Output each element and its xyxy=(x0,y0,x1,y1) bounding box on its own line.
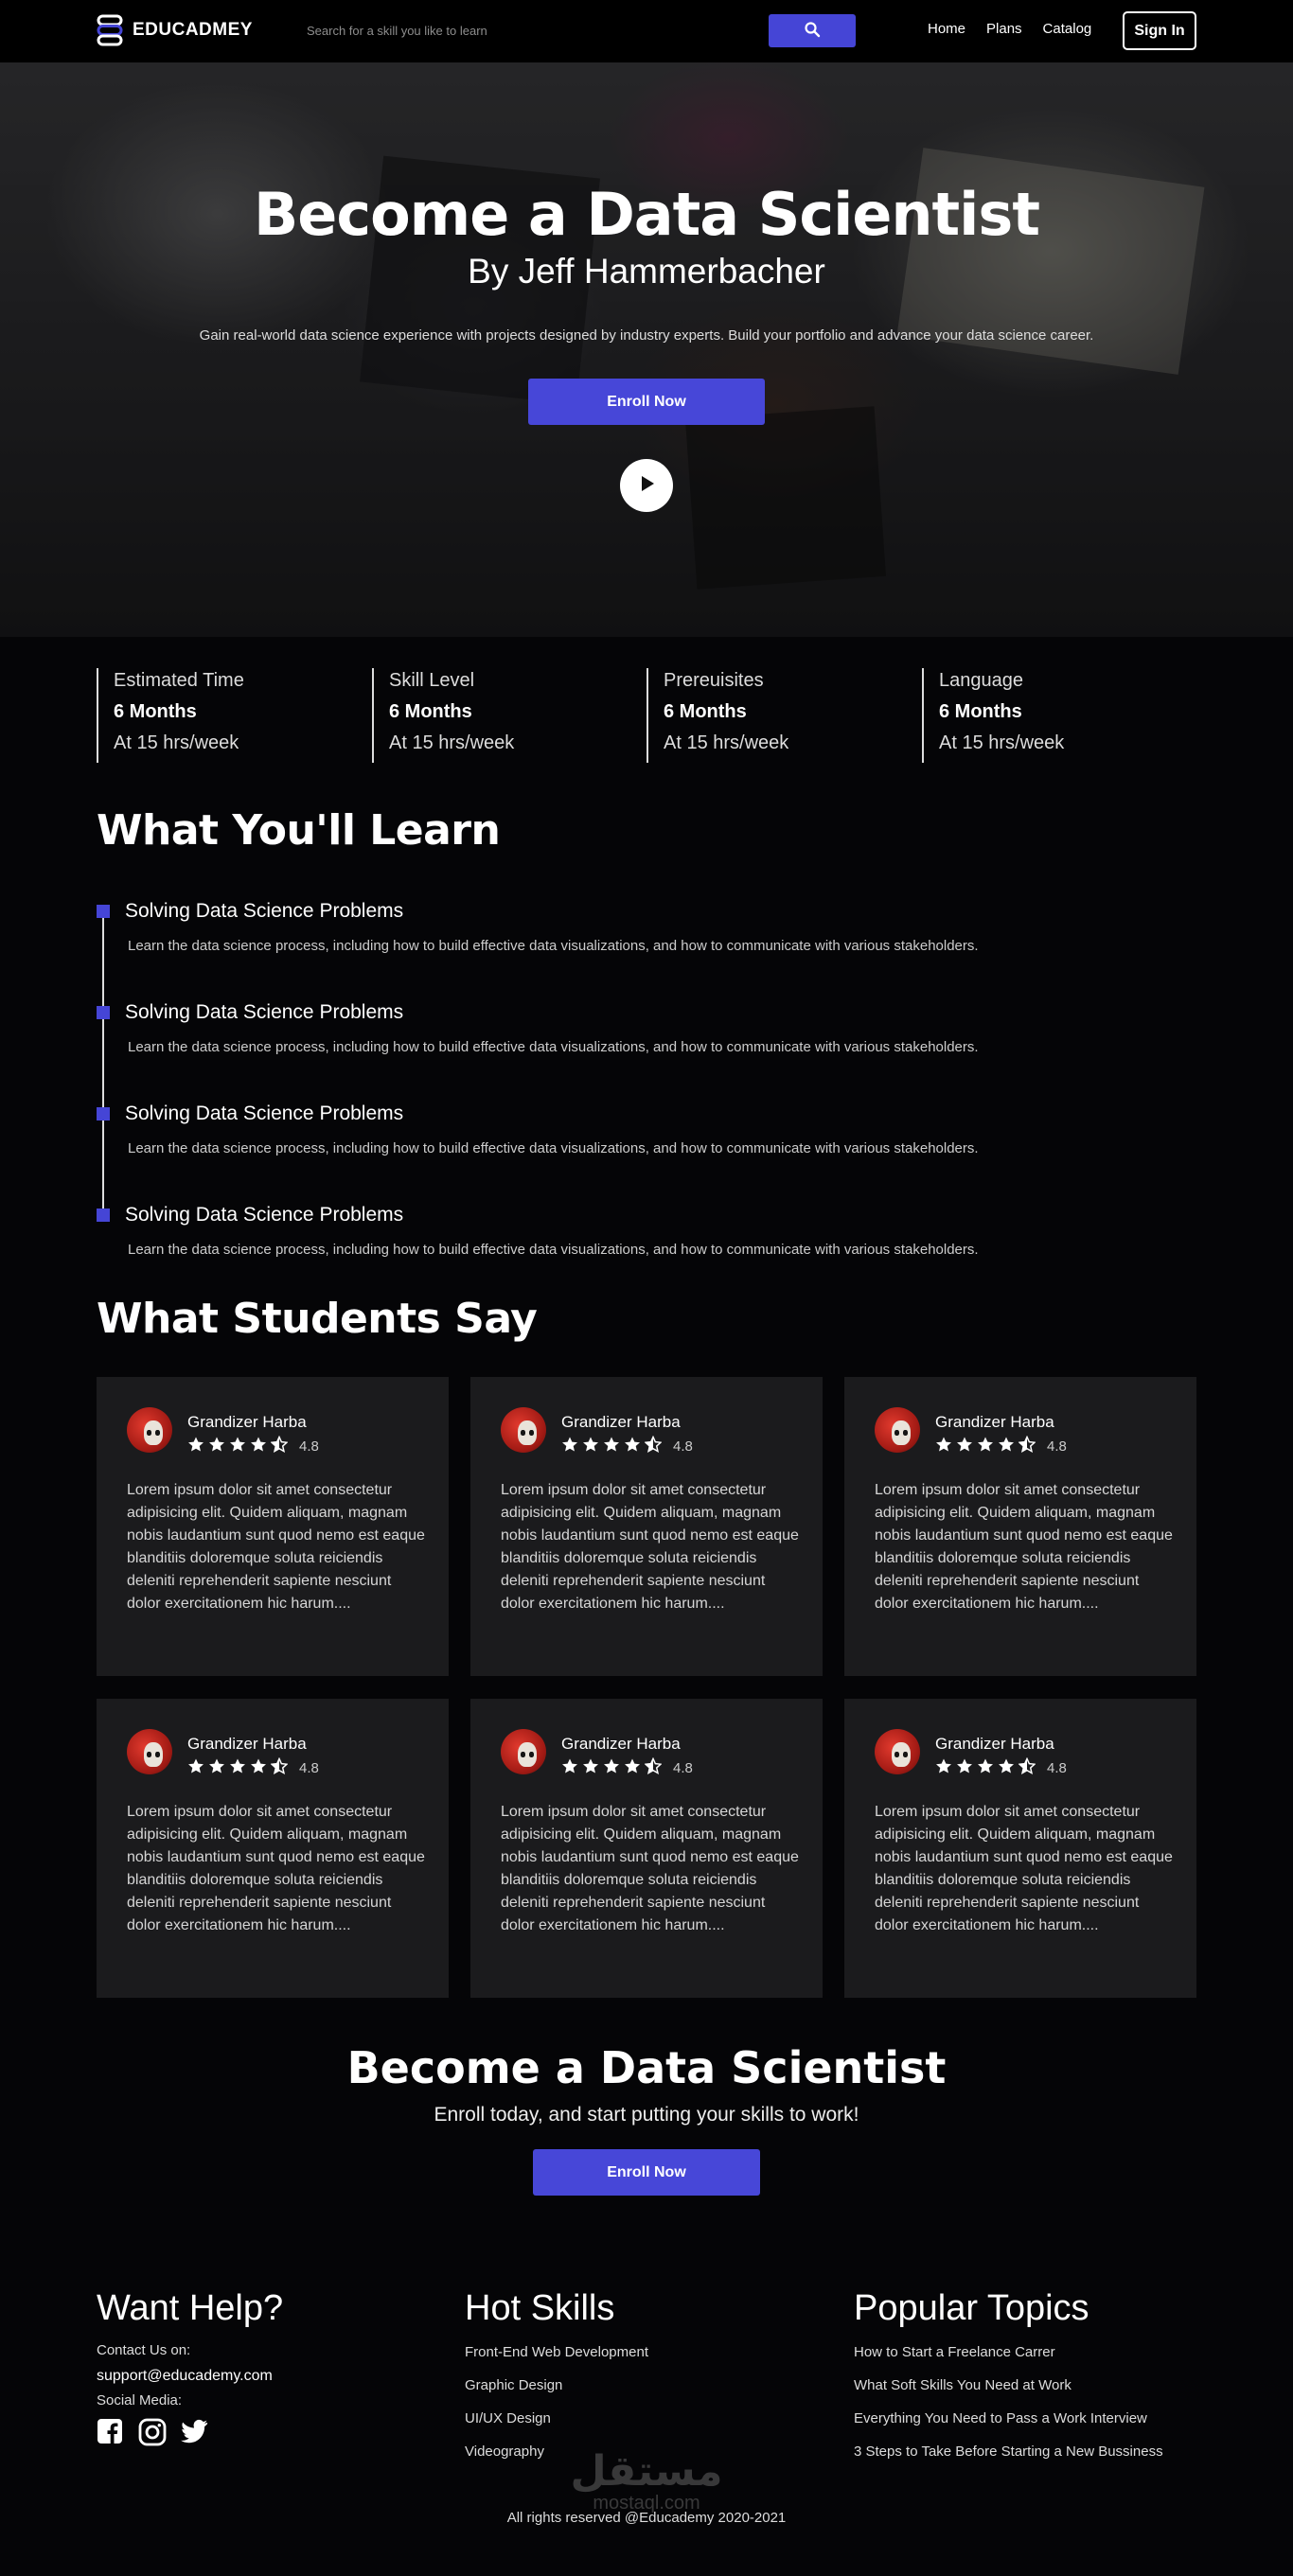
play-icon xyxy=(636,473,657,499)
review-card xyxy=(844,1377,1196,1676)
avatar-eye xyxy=(155,1752,160,1757)
star-icon xyxy=(561,1436,578,1457)
footer-topic-link[interactable]: How to Start a Freelance Carrer xyxy=(854,2344,1055,2360)
star-icon xyxy=(603,1436,620,1457)
avatar-eye xyxy=(894,1752,899,1757)
footer-topic-link[interactable]: Everything You Need to Pass a Work Interview xyxy=(854,2410,1147,2426)
nav-link-plans[interactable]: Plans xyxy=(986,21,1022,37)
half-star-icon xyxy=(1018,1436,1036,1457)
star-rating xyxy=(561,1436,693,1457)
footer-skill-link[interactable]: Videography xyxy=(465,2444,544,2460)
avatar-eye xyxy=(521,1752,525,1757)
star-rating xyxy=(561,1757,693,1779)
avatar-eye xyxy=(903,1752,908,1757)
avatar xyxy=(501,1407,546,1453)
learn-item-description: Learn the data science process, including how to build effective data visualizations, and how to communicate with various stakeholders. xyxy=(128,938,979,954)
hero-by-prefix: By xyxy=(468,252,509,291)
star-icon xyxy=(229,1436,246,1457)
nav-links xyxy=(928,21,1112,37)
stat-sub: At 15 hrs/week xyxy=(664,732,789,753)
reviewer-name: Grandizer Harba xyxy=(561,1735,681,1753)
star-icon xyxy=(624,1436,641,1457)
stat-value: 6 Months xyxy=(939,701,1022,722)
nav-link-home[interactable]: Home xyxy=(928,21,966,37)
reviewer-name: Grandizer Harba xyxy=(187,1735,307,1753)
facebook-icon[interactable] xyxy=(97,2418,125,2446)
footer-social-label: Social Media: xyxy=(97,2392,183,2408)
learn-item-description: Learn the data science process, including how to build effective data visualizations, and how to communicate with various stakeholders. xyxy=(128,1242,979,1258)
star-icon xyxy=(208,1757,225,1779)
hero-overlay xyxy=(0,62,1293,637)
review-card xyxy=(844,1699,1196,1998)
rating-value: 4.8 xyxy=(1047,1438,1067,1455)
search-input[interactable] xyxy=(297,18,759,43)
watermark-arabic: مستقل xyxy=(570,2447,723,2496)
stat-label: Estimated Time xyxy=(114,670,244,691)
footer-skills-title: Hot Skills xyxy=(465,2288,615,2328)
stat-sub: At 15 hrs/week xyxy=(114,732,239,753)
star-icon xyxy=(603,1757,620,1779)
avatar xyxy=(127,1729,172,1774)
play-video-button[interactable] xyxy=(620,459,673,512)
star-icon xyxy=(561,1757,578,1779)
star-icon xyxy=(998,1757,1015,1779)
star-icon xyxy=(187,1757,204,1779)
footer-support-email[interactable]: support@educademy.com xyxy=(97,2368,273,2384)
footer-topics-links xyxy=(854,2344,1163,2460)
watermark-latin: mostaql.com xyxy=(593,2493,700,2514)
social-icons xyxy=(97,2418,283,2446)
star-icon xyxy=(250,1757,267,1779)
stat-prerequisites xyxy=(646,668,788,763)
footer-topic-link[interactable]: 3 Steps to Take Before Starting a New Bussiness xyxy=(854,2444,1163,2460)
hero-author-line xyxy=(0,252,1293,291)
avatar xyxy=(127,1407,172,1453)
stat-skill-level xyxy=(372,668,514,763)
learn-item-description: Learn the data science process, including how to build effective data visualizations, and how to communicate with various stakeholders. xyxy=(128,1039,979,1055)
brand-logo[interactable] xyxy=(97,14,253,46)
signin-button[interactable]: Sign In xyxy=(1123,11,1196,50)
rating-value: 4.8 xyxy=(673,1760,693,1776)
watermark xyxy=(566,2447,727,2514)
star-icon xyxy=(977,1436,994,1457)
star-rating xyxy=(187,1436,319,1457)
learn-item-title: Solving Data Science Problems xyxy=(125,1204,404,1226)
search-icon xyxy=(804,21,821,41)
avatar-eye xyxy=(147,1752,151,1757)
star-icon xyxy=(582,1757,599,1779)
review-text: Lorem ipsum dolor sit amet consectetur adipisicing elit. Quidem aliquam, magnam nobis laudantium sunt quod nemo est eaque blanditiis doloremque soluta reiciendis deleniti reprehenderit sapiente nesciunt dolor exercitationem hic harum.... xyxy=(875,1804,1173,1933)
star-icon xyxy=(187,1436,204,1457)
reviewer-name: Grandizer Harba xyxy=(561,1413,681,1431)
stat-label: Skill Level xyxy=(389,670,475,691)
review-text: Lorem ipsum dolor sit amet consectetur adipisicing elit. Quidem aliquam, magnam nobis laudantium sunt quod nemo est eaque blanditiis doloremque soluta reiciendis deleniti reprehenderit sapiente nesciunt dolor exercitationem hic harum.... xyxy=(875,1482,1173,1612)
hero-section xyxy=(0,62,1293,637)
learn-item-description: Learn the data science process, including how to build effective data visualizations, and how to communicate with various stakeholders. xyxy=(128,1140,979,1156)
star-icon xyxy=(956,1436,973,1457)
avatar-eye xyxy=(903,1430,908,1436)
footer-skill-link[interactable]: Front-End Web Development xyxy=(465,2344,648,2360)
star-rating xyxy=(935,1757,1067,1779)
star-icon xyxy=(977,1757,994,1779)
hero-description: Gain real-world data science experience with projects designed by industry experts. Build your portfolio and advance your data science career. xyxy=(199,327,1094,344)
avatar-eye xyxy=(529,1752,534,1757)
hero-author-name: Jeff Hammerbacher xyxy=(518,252,825,291)
timeline-bullet xyxy=(97,1209,110,1222)
half-star-icon xyxy=(271,1436,288,1457)
reviewer-name: Grandizer Harba xyxy=(935,1735,1054,1753)
half-star-icon xyxy=(645,1436,662,1457)
learn-item-title: Solving Data Science Problems xyxy=(125,1103,404,1124)
footer-skills-links xyxy=(465,2344,648,2460)
learn-section-title: What You'll Learn xyxy=(97,806,501,855)
avatar-eye xyxy=(529,1430,534,1436)
avatar-eye xyxy=(521,1430,525,1436)
stat-label: Language xyxy=(939,670,1023,691)
nav-link-catalog[interactable]: Catalog xyxy=(1042,21,1092,37)
timeline-bullet xyxy=(97,1107,110,1120)
reviewer-name: Grandizer Harba xyxy=(187,1413,307,1431)
star-icon xyxy=(229,1757,246,1779)
star-rating xyxy=(935,1436,1067,1457)
rating-value: 4.8 xyxy=(299,1438,319,1455)
star-icon xyxy=(998,1436,1015,1457)
avatar-eye xyxy=(894,1430,899,1436)
review-card xyxy=(470,1699,823,1998)
brand-name: EDUCADMEY xyxy=(133,20,253,40)
cta-subtitle: Enroll today, and start putting your skills to work! xyxy=(434,2104,859,2126)
footer-contact-label: Contact Us on: xyxy=(97,2342,191,2358)
hero-title: Become a Data Scientist xyxy=(254,180,1039,249)
learn-item-title: Solving Data Science Problems xyxy=(125,1001,404,1023)
review-card xyxy=(97,1377,449,1676)
copyright-text: All rights reserved @Educademy 2020-2021 xyxy=(506,2510,787,2526)
footer-skill-link[interactable]: Graphic Design xyxy=(465,2377,563,2393)
rating-value: 4.8 xyxy=(1047,1760,1067,1776)
learn-item-title: Solving Data Science Problems xyxy=(125,900,404,922)
timeline-bullet xyxy=(97,1006,110,1019)
review-text: Lorem ipsum dolor sit amet consectetur adipisicing elit. Quidem aliquam, magnam nobis laudantium sunt quod nemo est eaque blanditiis doloremque soluta reiciendis deleniti reprehenderit sapiente nesciunt dolor exercitationem hic harum.... xyxy=(127,1482,425,1612)
review-card xyxy=(97,1699,449,1998)
top-navbar xyxy=(0,0,1293,62)
hero-enroll-button[interactable]: Enroll Now xyxy=(528,379,765,425)
footer-help-title: Want Help? xyxy=(97,2288,284,2328)
stat-value: 6 Months xyxy=(114,701,197,722)
half-star-icon xyxy=(271,1757,288,1779)
stat-estimated-time xyxy=(97,668,244,763)
rating-value: 4.8 xyxy=(673,1438,693,1455)
learn-timeline-line xyxy=(102,909,104,1214)
half-star-icon xyxy=(1018,1757,1036,1779)
star-icon xyxy=(208,1436,225,1457)
reviews-section-title: What Students Say xyxy=(97,1295,538,1343)
half-star-icon xyxy=(645,1757,662,1779)
avatar-eye xyxy=(155,1430,160,1436)
stat-value: 6 Months xyxy=(664,701,747,722)
search-button[interactable] xyxy=(769,14,856,47)
stat-sub: At 15 hrs/week xyxy=(939,732,1065,753)
star-rating xyxy=(187,1757,319,1779)
reviewer-name: Grandizer Harba xyxy=(935,1413,1054,1431)
footer-skill-link[interactable]: UI/UX Design xyxy=(465,2410,551,2426)
review-text: Lorem ipsum dolor sit amet consectetur adipisicing elit. Quidem aliquam, magnam nobis laudantium sunt quod nemo est eaque blanditiis doloremque soluta reiciendis deleniti reprehenderit sapiente nesciunt dolor exercitationem hic harum.... xyxy=(501,1482,799,1612)
star-icon xyxy=(956,1757,973,1779)
star-icon xyxy=(582,1436,599,1457)
review-card xyxy=(470,1377,823,1676)
rating-value: 4.8 xyxy=(299,1760,319,1776)
twitter-icon[interactable] xyxy=(180,2418,208,2446)
stat-language xyxy=(922,668,1064,763)
star-icon xyxy=(935,1436,952,1457)
avatar xyxy=(875,1407,920,1453)
stat-value: 6 Months xyxy=(389,701,472,722)
footer-topics-column xyxy=(854,2288,1163,2477)
logo-icon xyxy=(97,14,123,46)
footer-help-column xyxy=(97,2288,283,2446)
footer-topic-link[interactable]: What Soft Skills You Need at Work xyxy=(854,2377,1072,2393)
avatar-eye xyxy=(147,1430,151,1436)
timeline-bullet xyxy=(97,905,110,918)
instagram-icon[interactable] xyxy=(138,2418,167,2446)
star-icon xyxy=(250,1436,267,1457)
review-text: Lorem ipsum dolor sit amet consectetur adipisicing elit. Quidem aliquam, magnam nobis laudantium sunt quod nemo est eaque blanditiis doloremque soluta reiciendis deleniti reprehenderit sapiente nesciunt dolor exercitationem hic harum.... xyxy=(501,1804,799,1933)
star-icon xyxy=(935,1757,952,1779)
avatar xyxy=(501,1729,546,1774)
avatar xyxy=(875,1729,920,1774)
star-icon xyxy=(624,1757,641,1779)
footer-topics-title: Popular Topics xyxy=(854,2288,1089,2328)
review-text: Lorem ipsum dolor sit amet consectetur adipisicing elit. Quidem aliquam, magnam nobis laudantium sunt quod nemo est eaque blanditiis doloremque soluta reiciendis deleniti reprehenderit sapiente nesciunt dolor exercitationem hic harum.... xyxy=(127,1804,425,1933)
cta-title: Become a Data Scientist xyxy=(346,2042,947,2093)
stat-label: Prereuisites xyxy=(664,670,764,691)
stat-sub: At 15 hrs/week xyxy=(389,732,515,753)
cta-enroll-button[interactable]: Enroll Now xyxy=(533,2149,760,2196)
